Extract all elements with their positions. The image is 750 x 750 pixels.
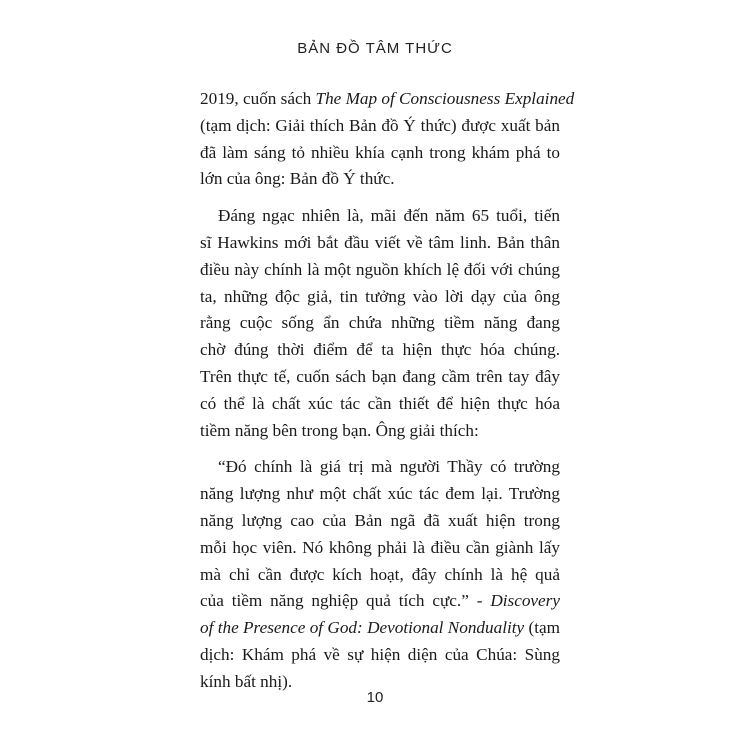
text-line: sĩ Hawkins mới bắt đầu viết về tâm linh. Bản thân <box>200 232 560 252</box>
text-line: kính bất nhị). <box>200 671 293 691</box>
text-line: Đáng ngạc nhiên là, mãi đến năm 65 tuổi, tiến <box>218 206 560 226</box>
text-line: (tạm dịch: Giải thích Bản đồ Ý thức) được xuất bản <box>200 115 560 135</box>
paragraph-2 <box>200 203 560 444</box>
page-number: 10 <box>366 689 384 706</box>
text-line: Trên thực tế, cuốn sách bạn đang cầm trên tay đây <box>200 366 560 386</box>
text-line: của tiềm năng nghiệp quả tích cực.” - Discovery <box>200 591 560 611</box>
text-line: 2019, cuốn sách The Map of Consciousness Explained <box>200 89 575 108</box>
text-line: đã làm sáng tỏ nhiều khía cạnh trong khám phá to <box>200 142 560 162</box>
text-line: mỗi học viên. Nó không phải là điều cần giành lấy <box>200 537 560 557</box>
running-header: BẢN ĐỒ TÂM THỨC <box>297 40 453 57</box>
book-title-italic: of the Presence of God: Devotional Nonduality <box>200 618 525 638</box>
text-line: “Đó chính là giá trị mà người Thầy có trường <box>218 457 560 477</box>
text-line: of the Presence of God: Devotional Nonduality (tạm <box>200 618 561 638</box>
paragraph-3-quote <box>200 454 560 695</box>
text-line: dịch: Khám phá về sự hiện diện của Chúa: Sùng <box>200 644 560 664</box>
body-text <box>200 86 575 696</box>
text-line: lớn của ông: Bản đồ Ý thức. <box>200 169 395 189</box>
text-line: năng lượng cao của Bản ngã đã xuất hiện trong <box>200 510 560 530</box>
text-line: năng lượng như một chất xúc tác đem lại. Trường <box>200 484 560 504</box>
text-line: tiềm năng bên trong bạn. Ông giải thích: <box>200 420 479 440</box>
paragraph-1 <box>200 86 575 193</box>
text-line: điều này chính là một nguồn khích lệ đối với chúng <box>200 259 560 279</box>
text-line: ta, những độc giả, tin tưởng vào lời dạy của ông <box>200 286 560 306</box>
text-line: mà chỉ cần được kích hoạt, đây chính là hệ quả <box>200 564 560 584</box>
text-line: chờ đúng thời điểm để ta hiện thực hóa chúng. <box>200 340 560 360</box>
book-title-italic: Discovery <box>490 591 560 611</box>
text-line: rằng cuộc sống ẩn chứa những tiềm năng đang <box>200 313 560 333</box>
text-line: có thể là chất xúc tác cần thiết để hiện thực hóa <box>200 393 560 413</box>
